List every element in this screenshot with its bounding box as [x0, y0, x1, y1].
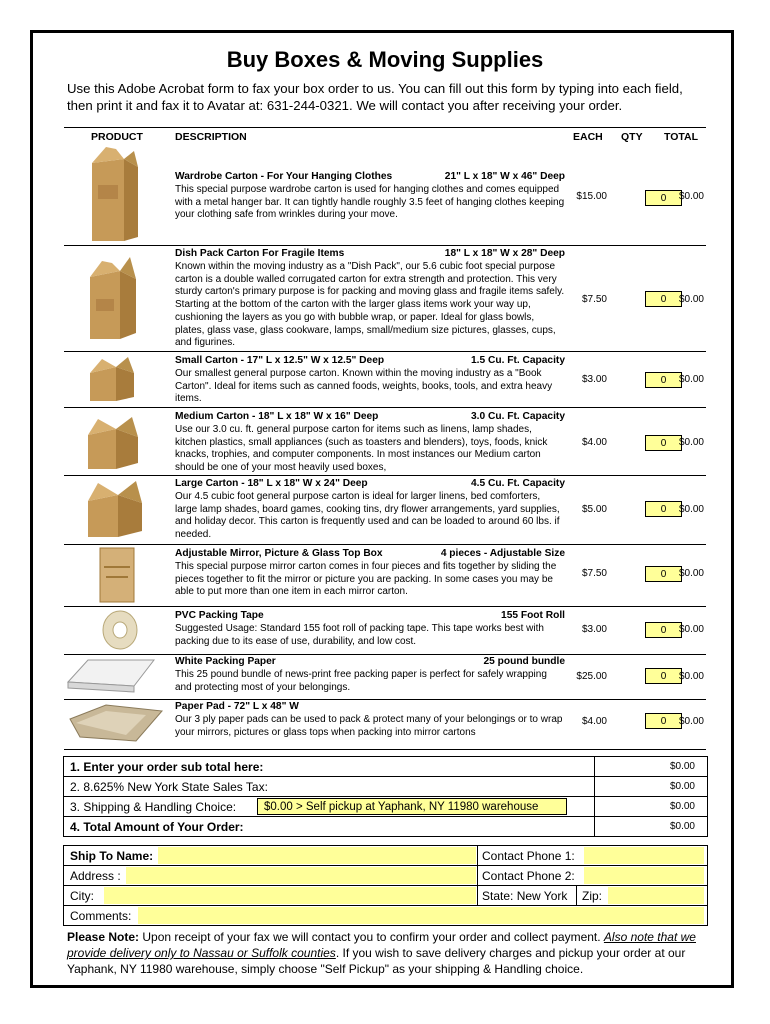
product-spec: 155 Foot Roll	[501, 610, 565, 621]
product-description: Our 3 ply paper pads can be used to pack & protect many of your belongings or to wrap your mirrors, pictures or glass tops when packing into mirror cartons	[175, 714, 563, 738]
tax-value: $0.00	[669, 781, 695, 792]
quantity-field[interactable]: 0	[645, 566, 682, 582]
zip-field[interactable]	[608, 887, 704, 904]
product-spec: 21" L x 18" W x 46" Deep	[444, 171, 565, 182]
phone1-field[interactable]	[584, 847, 704, 864]
ship-to-section	[63, 845, 708, 926]
product-description: Suggested Usage: Standard 155 foot roll of packing tape. This tape works best with packing due to its ease of use, durability, and low cost.	[175, 623, 544, 647]
product-name: PVC Packing Tape	[175, 610, 264, 621]
product-name: Wardrobe Carton - For Your Hanging Clothes	[175, 171, 393, 182]
line-total: $0.00	[678, 716, 704, 727]
product-description: Known within the moving industry as a "Dish Pack", our 5.6 cubic foot special purpose carton is a double walled corrugated carton for extra strength and protection. This very sturdy carton's primary purpose is for packing and moving glass and fragile items safely. Starting at the bottom of the carton with the larger glass items work your way up, cushioning the layers as you go with bubble wrap, or paper. Ideal for glass bowls, plates, glass vase, glass cookware, lamps, small/medium size pictures, glasses, cups, and figurines.	[175, 261, 565, 349]
product-price: $7.50	[581, 568, 607, 579]
note-text-2: . If you wish to save delivery charges and pickup your order at our Yaphank, NY 11980 warehouse, simply choose "Self Pickup" as your shipping & Handling choice.	[67, 946, 686, 976]
dish-pack-box-icon	[84, 253, 142, 341]
line-total: $0.00	[678, 437, 704, 448]
order-total-label: 4. Total Amount of Your Order:	[70, 820, 244, 834]
table-row	[64, 544, 706, 607]
line-total: $0.00	[678, 294, 704, 305]
order-total-value: $0.00	[669, 821, 695, 832]
table-row	[64, 699, 706, 750]
col-product: PRODUCT	[91, 131, 143, 143]
line-total: $0.00	[678, 374, 704, 385]
quantity-field[interactable]: 0	[645, 372, 682, 388]
city-label: City:	[70, 889, 94, 903]
table-row	[64, 407, 706, 476]
tax-label: 2. 8.625% New York State Sales Tax:	[70, 780, 268, 794]
quantity-field[interactable]: 0	[645, 501, 682, 517]
quantity-field[interactable]: 0	[645, 713, 682, 729]
phone1-label: Contact Phone 1:	[482, 849, 575, 863]
col-each: EACH	[573, 131, 603, 143]
phone2-label: Contact Phone 2:	[482, 869, 575, 883]
subtotal-value[interactable]: $0.00	[669, 761, 695, 772]
packing-paper-icon	[64, 656, 162, 696]
ship-name-label: Ship To Name:	[70, 849, 154, 863]
shipping-label: 3. Shipping & Handling Choice:	[70, 800, 237, 814]
product-spec: 18" L x 18" W x 28" Deep	[444, 248, 565, 259]
address-label: Address :	[70, 869, 121, 883]
product-price: $4.00	[581, 437, 607, 448]
product-price: $3.00	[581, 374, 607, 385]
product-spec: 4.5 Cu. Ft. Capacity	[471, 478, 565, 489]
phone2-field[interactable]	[584, 867, 704, 884]
small-box-icon	[84, 355, 142, 403]
product-price: $4.00	[581, 716, 607, 727]
city-field[interactable]	[104, 887, 476, 904]
product-description: Use our 3.0 cu. ft. general purpose carton for items such as linens, lamp shades, kitchen plastics, small appliances (such as toasters and blenders), toys, foods, knick knacks, trophies, and computer components. In most instances our Medium carton should be one of your most heavily used boxes,	[175, 424, 548, 474]
subtotal-label: 1. Enter your order sub total here:	[70, 760, 264, 774]
product-price: $5.00	[581, 504, 607, 515]
page-title: Buy Boxes & Moving Supplies	[226, 47, 544, 72]
shipping-value: $0.00	[669, 801, 695, 812]
col-total: TOTAL	[664, 131, 699, 143]
line-total: $0.00	[678, 671, 704, 682]
mirror-box-icon	[98, 546, 138, 604]
product-name: White Packing Paper	[175, 656, 276, 667]
col-qty: QTY	[621, 131, 643, 143]
product-name: Adjustable Mirror, Picture & Glass Top Box	[175, 548, 383, 559]
product-name: Dish Pack Carton For Fragile Items	[175, 248, 345, 259]
product-spec: 25 pound bundle	[483, 656, 565, 667]
table-row	[64, 245, 706, 352]
product-spec: 4 pieces - Adjustable Size	[440, 548, 565, 559]
product-description: This special purpose mirror carton comes in four pieces and fits together by sliding the pieces together to fit the mirror or picture you are packing. In some cases you may be able to put more than one item in each mirror carton.	[175, 561, 557, 598]
product-name: Small Carton - 17" L x 12.5" W x 12.5" Deep	[175, 355, 385, 366]
line-total: $0.00	[678, 624, 704, 635]
please-note	[67, 929, 707, 977]
product-price: $25.00	[576, 671, 607, 682]
col-description: DESCRIPTION	[175, 131, 247, 143]
wardrobe-box-icon	[84, 145, 142, 243]
table-row	[64, 606, 706, 655]
line-total: $0.00	[678, 504, 704, 515]
product-description: This 25 pound bundle of news-print free packing paper is perfect for safely wrapping and protecting most of your belongings.	[175, 669, 547, 693]
table-row	[64, 351, 706, 408]
table-row	[64, 475, 706, 545]
tape-roll-icon	[100, 608, 140, 652]
paper-pad-icon	[66, 701, 164, 745]
intro-text: Use this Adobe Acrobat form to fax your box order to us. You can fill out this form by typing into each field, then print it and fax it to Avatar at: 631-244-0321. We will contact you after receiving your order.	[67, 81, 683, 113]
state-label: State: New York	[482, 889, 568, 903]
large-box-icon	[84, 479, 148, 539]
line-total: $0.00	[678, 568, 704, 579]
quantity-field[interactable]: 0	[645, 190, 682, 206]
product-description: Our smallest general purpose carton. Known within the moving industry as a "Book Carton". Ideal for items such as canned foods, weights, books, tools, and extra heavy items.	[175, 368, 553, 405]
quantity-field[interactable]: 0	[645, 435, 682, 451]
note-delivery-underlined: Also note that we provide delivery only to Nassau or Suffolk counties	[67, 930, 696, 960]
quantity-field[interactable]: 0	[645, 291, 682, 307]
table-row	[64, 654, 706, 700]
table-header	[64, 127, 706, 144]
note-text-1: Upon receipt of your fax we will contact you to confirm your order and collect payment.	[139, 930, 604, 944]
product-price: $7.50	[581, 294, 607, 305]
note-lead: Please Note:	[67, 930, 140, 944]
product-description: Our 4.5 cubic foot general purpose carton is ideal for larger linens, bed comforters, large lamp shades, board games, cooking tins, dry flower arrangements, yard supplies, and holiday decor. This carton is frequently used and can be loaded to around 60 lbs. if needed.	[175, 491, 560, 541]
medium-box-icon	[84, 413, 144, 471]
comments-field[interactable]	[138, 907, 704, 924]
product-price: $15.00	[576, 191, 607, 202]
line-total: $0.00	[678, 191, 704, 202]
product-name: Large Carton - 18" L x 18" W x 24" Deep	[175, 478, 368, 489]
product-name: Paper Pad - 72" L x 48" W	[175, 701, 299, 712]
zip-label: Zip:	[582, 889, 603, 903]
product-description: This special purpose wardrobe carton is used for hanging clothes and comes equipped with a metal hanger bar. It can tightly handle roughly 3.5 feet of hanging clothes keeping your clothing safe from wrinkles during your move.	[175, 184, 565, 221]
address-field[interactable]	[126, 867, 476, 884]
product-name: Medium Carton - 18" L x 18" W x 16" Deep	[175, 411, 379, 422]
ship-name-field[interactable]	[158, 847, 476, 864]
product-spec: 1.5 Cu. Ft. Capacity	[471, 355, 565, 366]
shipping-choice-select[interactable]: $0.00 > Self pickup at Yaphank, NY 11980 warehouse	[257, 798, 567, 815]
product-spec: 3.0 Cu. Ft. Capacity	[471, 411, 565, 422]
product-price: $3.00	[581, 624, 607, 635]
quantity-field[interactable]: 0	[645, 622, 682, 638]
table-row	[64, 143, 706, 246]
order-summary	[63, 756, 708, 837]
quantity-field[interactable]: 0	[645, 668, 682, 684]
comments-label: Comments:	[70, 909, 132, 923]
